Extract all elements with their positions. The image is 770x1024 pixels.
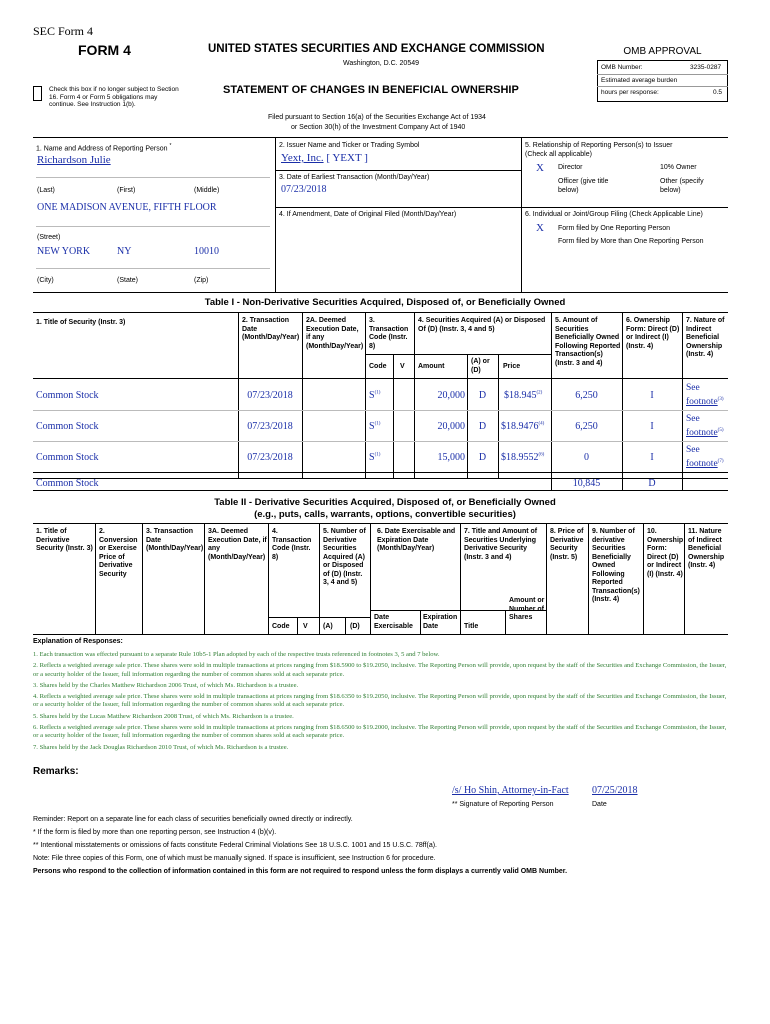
director-mark[interactable]: X [536,162,544,174]
t1-r1-form: I [650,390,654,401]
filing-one-label: Form filed by One Reporting Person [558,225,671,232]
agency-title: UNITED STATES SECURITIES AND EXCHANGE COMMISSION [208,43,545,55]
filed-pursuant-2: or Section 30(h) of the Investment Company Act of 1940 [291,124,466,131]
statement-title: STATEMENT OF CHANGES IN BENEFICIAL OWNERSHIP [223,84,519,96]
t2-h10: 10. Ownership Form: Direct (D) or Indirect (I) (Instr. 4) [647,528,684,578]
amendment-label: 4. If Amendment, Date of Original Filed (Month/Day/Year) [279,211,457,218]
t1-r2-code: $S^{(1)}$ [369,421,381,432]
t1-r2-title: Common Stock [36,421,99,432]
footer-file-copies: Note: File three copies of this Form, one of which must be manually signed. If space is insufficient, see Instruction 6 for procedure. [33,855,436,862]
t2-h8: 8. Price of Derivative Security (Instr. 5) [550,528,584,561]
remarks-title: Remarks: [33,766,79,777]
t1-r3-code: $S^{(1)}$ [369,452,381,463]
street-value: ONE MADISON AVENUE, FIFTH FLOOR [37,202,217,213]
t1-r3-form: I [650,452,654,463]
reporting-person-label: 1. Name and Address of Reporting Person * [36,143,172,153]
issuer-name[interactable]: Yext, Inc. [281,152,324,164]
footer-multiple-persons: * If the form is filed by more than one reporting person, see Instruction 4 (b)(v). [33,829,277,836]
t1-r1-ad: D [478,390,487,401]
omb-title: OMB APPROVAL [597,44,728,61]
section16-text: Check this box if no longer subject to Section 16. Form 4 or Form 5 obligations may continue. See Instruction 1(b). [49,86,179,108]
reporting-person-name[interactable]: Richardson Julie [37,154,111,166]
t2-h9: 9. Number of derivative Securities Beneficially Owned Following Reported Transaction(s) (Instr. 4) [592,528,640,603]
issuer-label: 2. Issuer Name and Ticker or Trading Symbol [279,142,420,149]
footnote-4: 4. Reflects a weighted average sale price. These shares were sold in multiple transactions at prices ranging from $18.6350 to $19.2050, inclusive. The Reporting Person will provide, upon request by the staff of the Securities and Exchange Commission, the Issuer, or a security holder of the Issuer, full information regarding the number of common shares sold at each separate price. [33,693,727,709]
t1-sub-amount: Amount [418,363,445,370]
t1-r3-date: 07/23/2018 [247,452,293,463]
t1-r1-nature: See footnote$^{(3)}$ [686,383,724,408]
t2-s-exercisable: Date Exercisable [374,614,413,630]
footnote-7: 7. Shares held by the Jack Douglas Richardson 2010 Trust, of which Ms. Richardson is a trustee. [33,743,289,751]
t1-r4-title: Common Stock [36,478,99,489]
footnote-3: 3. Shares held by the Charles Matthew Richardson 2006 Trust, of which Ms. Richardson is a trustee. [33,681,299,689]
filed-pursuant-1: Filed pursuant to Section 16(a) of the Securities Exchange Act of 1934 [268,114,486,121]
last-label: (Last) [37,187,55,194]
t1-h-deemed: 2A. Deemed Execution Date, if any (Month/Day/Year) [306,317,364,350]
omb-number-value: 3235-0287 [690,64,722,71]
relationship-label-1: 5. Relationship of Reporting Person(s) to Issuer [525,142,673,149]
signature-value: /s/ Ho Shin, Attorney-in-Fact [452,785,569,796]
filing-label: 6. Individual or Joint/Group Filing (Check Applicable Line) [525,211,703,218]
t1-r3-nature: See footnote$^{(7)}$ [686,445,724,470]
filing-one-mark[interactable]: X [536,222,544,234]
t2-s-expiration: Expiration Date [423,614,458,630]
zip-value: 10010 [194,246,219,257]
t2-h2: 2. Conversion or Exercise Price of Derivative Security [99,528,138,578]
footnote-5: 5. Shares held by the Lucas Matthew Richardson 2008 Trust, of which Ms. Richardson is a trustee. [33,712,294,720]
t1-r2-form: I [650,421,654,432]
t1-r2-date: 07/23/2018 [247,421,293,432]
t1-r4-owned: 10,845 [572,478,601,489]
t1-sub-code: Code [369,363,387,370]
t2-h6: 6. Date Exercisable and Expiration Date (Month/Day/Year) [377,528,456,552]
other-label-2: below) [660,187,681,194]
t2-h3a: 3A. Deemed Execution Date, if any (Month/Day/Year) [208,528,267,561]
city-value: NEW YORK [37,246,91,257]
t1-h-title: 1. Title of Security (Instr. 3) [36,319,126,326]
omb-hours-value: 0.5 [713,89,723,96]
t2-s-v: V [303,623,308,630]
earliest-date-value: 07/23/2018 [281,184,327,195]
filing-more-label: Form filed by More than One Reporting Person [558,238,704,245]
t1-h-form: 6. Ownership Form: Direct (D) or Indirect (I) (Instr. 4) [626,317,680,350]
signature-date-value: 07/25/2018 [592,785,638,796]
signature-label: ** Signature of Reporting Person [452,801,554,808]
t1-sub-v: V [400,363,405,370]
footer-reminder: Reminder: Report on a separate line for each class of securities beneficially owned directly or indirectly. [33,816,353,823]
omb-number-label: OMB Number: [601,64,643,71]
t2-s-d: (D) [350,623,360,630]
t2-s-code: Code [272,623,290,630]
director-label: Director [558,164,583,171]
zip-label: (Zip) [194,277,209,284]
table2-title-1: Table II - Derivative Securities Acquired, Disposed of, or Beneficially Owned [214,497,556,508]
t1-r2-ad: D [478,421,487,432]
t2-h7: 7. Title and Amount of Securities Underlying Derivative Security (Instr. 3 and 4) [464,528,538,561]
t2-h4: 4. Transaction Code (Instr. 8) [272,528,312,561]
t1-sub-ad: (A) or (D) [471,358,490,374]
footnote-2: 2. Reflects a weighted average sale price. These shares were sold in multiple transactions at prices ranging from $18.5900 to $19.2050, inclusive. The Reporting Person will provide, upon request by the staff of the Securities and Exchange Commission, the Issuer, or a security holder of the Issuer, full information regarding the number of common shares sold at each separate price. [33,662,727,678]
footnote-1: 1. Each transaction was effected pursuant to a separate Rule 10b5-1 Plan adopted by each of the respective trusts referenced in footnotes 3, 5 and 7 below. [33,651,440,658]
omb-burden-label: Estimated average burden [601,77,678,84]
issuer-ticker: [ YEXT ] [326,152,368,164]
explanation-title: Explanation of Responses: [33,638,123,645]
t1-r1-date: 07/23/2018 [247,390,293,401]
t1-r1-price: $18.945$^{(2)}$ [504,390,543,401]
t2-h11: 11. Nature of Indirect Beneficial Ownership (Instr. 4) [688,528,725,569]
explanation-notes [33,651,728,752]
t2-h5: 5. Number of Derivative Securities Acquired (A) or Disposed of (D) (Instr. 3, 4 and 5) [323,528,366,586]
t1-r2-nature: See footnote$^{(5)}$ [686,414,724,439]
t2-s-title: Title [464,623,479,630]
t2-h1: 1. Title of Derivative Security (Instr. 3) [36,528,93,552]
officer-label-1: Officer (give title [558,178,609,185]
earliest-date-label: 3. Date of Earliest Transaction (Month/Day/Year) [279,174,430,181]
table2-title-2: (e.g., puts, calls, warrants, options, convertible securities) [254,509,516,520]
t2-s-a: (A) [323,623,333,630]
ten-pct-owner-label: 10% Owner [660,164,697,171]
t1-r3-owned: 0 [584,452,589,463]
other-label-1: Other (specify [660,178,704,185]
t1-h-code: 3. Transaction Code (Instr. 8) [369,317,409,350]
state-label: (State) [117,277,139,284]
t2-s-amount: Amount or Number of Shares [509,597,545,621]
t1-r1-owned: 6,250 [575,390,598,401]
t1-r2-price: $18.9476$^{(4)}$ [501,421,545,432]
sec-form-label: SEC Form 4 [33,24,94,38]
t1-h-amount-owned: 5. Amount of Securities Beneficially Owned Following Reported Transaction(s) (Instr. 3 and 4) [555,317,621,367]
section16-checkbox[interactable] [33,86,42,101]
state-value: NY [117,246,132,257]
t1-r1-title: Common Stock [36,390,99,401]
table1-title: Table I - Non-Derivative Securities Acquired, Disposed of, or Beneficially Owned [204,297,566,308]
street-label: (Street) [37,234,61,241]
middle-label: (Middle) [194,187,220,194]
t1-h-nature: 7. Nature of Indirect Beneficial Ownership (Instr. 4) [686,317,725,358]
t1-r3-title: Common Stock [36,452,99,463]
agency-location: Washington, D.C. 20549 [343,60,420,67]
footer-misstatements: ** Intentional misstatements or omissions of facts constitute Federal Criminal Violations See 18 U.S.C. 1001 and 15 U.S.C. 78ff(a). [33,842,437,849]
issuer-name-line [281,152,368,164]
t2-h3: 3. Transaction Date (Month/Day/Year) [146,528,204,552]
form-title: FORM 4 [78,42,131,58]
t1-sub-price: Price [503,363,521,370]
t1-r4-form: D [648,478,656,489]
t1-h-date: 2. Transaction Date (Month/Day/Year) [242,317,300,341]
t1-r3-ad: D [478,452,487,463]
t1-r2-owned: 6,250 [575,421,598,432]
signature-date-label: Date [592,801,607,808]
footer-omb-notice: Persons who respond to the collection of information contained in this form are not required to respond unless the form displays a currently valid OMB Number. [33,868,568,875]
officer-label-2: below) [558,187,579,194]
city-label: (City) [37,277,54,284]
t1-r1-amount: 20,000 [437,390,465,401]
t1-r2-amount: 20,000 [437,421,465,432]
footnote-6: 6. Reflects a weighted average sale price. These shares were sold in multiple transactions at prices ranging from $18.6500 to $19.2000, inclusive. The Reporting Person will provide, upon request by the staff of the Securities and Exchange Commission, the Issuer, or a security holder of the Issuer, full information regarding the number of common shares sold at each separate price. [33,724,727,740]
first-label: (First) [117,187,136,194]
t1-r1-code: $S^{(1)}$ [369,390,381,401]
t1-r3-amount: 15,000 [437,452,465,463]
t1-h-acquired: 4. Securities Acquired (A) or Disposed Of (D) (Instr. 3, 4 and 5) [418,317,546,333]
t1-r3-price: $18.9552$^{(6)}$ [501,452,545,463]
omb-hours-label: hours per response: [601,89,659,96]
relationship-label-2: (Check all applicable) [525,151,592,158]
